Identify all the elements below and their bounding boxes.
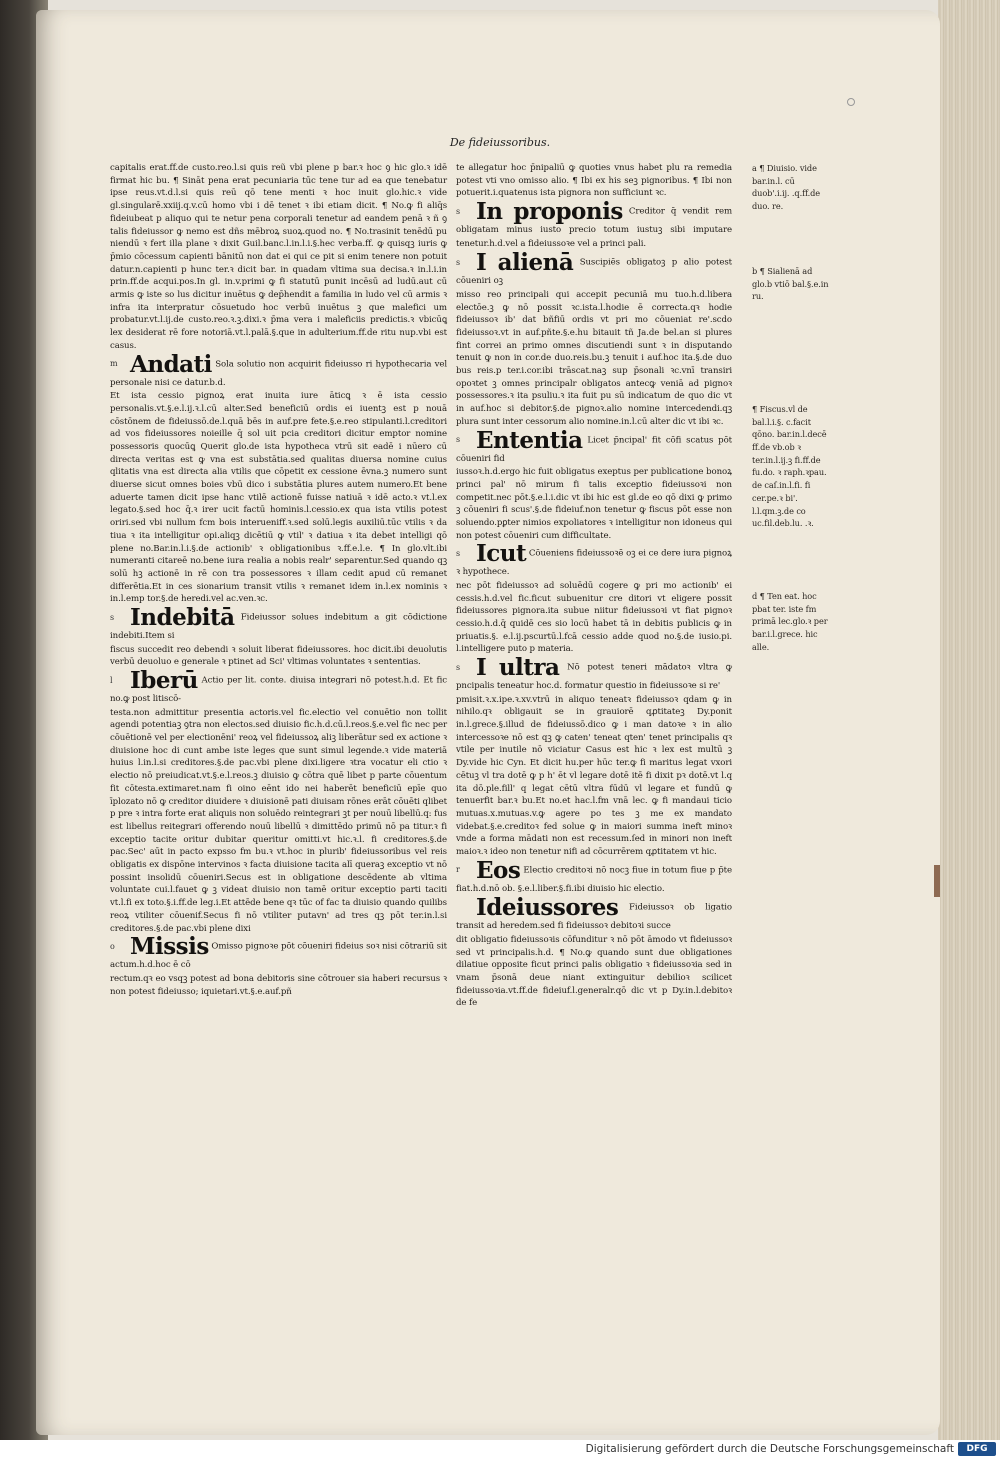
rubric-heading xyxy=(456,896,732,934)
rubric-initial-word: Missis xyxy=(130,933,209,961)
section-mark: s xyxy=(110,612,115,622)
rubric-initial-word: Eos xyxy=(476,856,521,884)
marginal-note: a ¶ Diuisio. vide bar.in.l. cū duob'.i.ij. .q.ff.de duo. re. xyxy=(752,163,821,212)
text-block: dit obligatio fideiussoꝛis cōfunditur ꝛ nō pōt āmodo vt fideiussoꝛ sed vt principalis.h.d. ¶ No.ꝙ quando sunt due obligationes dilatiue opposite ficut princi palis obligatio ꝛ fideiussoꝛia sed in vnam p̄sonā deue niant extinguitur debilioꝛ scilicet fideiussoꝛia.vt.ff.de fideiuf.l.generalr.qō dic vt p Dy.in.l.debitoꝛ de fe xyxy=(456,934,732,1009)
section-mark: s xyxy=(456,206,461,216)
rubric-heading xyxy=(456,200,732,251)
rubric-summary: Fideiussor solues indebitum a git cōdictione indebiti.Item si xyxy=(110,612,447,642)
rubric-heading xyxy=(456,856,732,897)
section-mark: r xyxy=(456,865,460,875)
rubric-heading xyxy=(110,669,447,707)
rubric-initial-word: In proponis xyxy=(476,198,623,226)
rubric-initial-word: Andati xyxy=(130,350,212,378)
rubric-summary: Suscipiēs obligatoꝫ p alio potest cōueniri oꝫ xyxy=(456,257,732,287)
rubric-heading xyxy=(456,542,732,580)
text-block: Et ista cessio pignoꝝ erat inuita iure āticꝗ ꝛ ē ista cessio personalis.vt.§.e.l.ij.ꝛ.l.cū alter.Sed beneficiū ordis ei iuentꝫ est p nouā cōstōnem de fideiussō.de.l.quā bēs in auf.pre fete.§.e.reo stipulanti.l.creditori ad vos fideiussores noieille q̄ sol uit pcia creditori dicitur emptor nomine possessoris quocūꝗ Querit glo.de ista hypotheca vtrū sit eadē i nūero cū directa veritas est ꝙ vna est substātia.sed qualitas diuersa nomine cuius qlitatis vna est directa alia vtilis que cōpetit ex cessione ēvna.ꝫ numero sunt diuerse sicut omnes boies vbū dico i substātia plures autem numero.Et bene aduerte tamen dicit ipse hanc vtilē actionē fuisse natiuā ꝛ idē acto.ꝛ vt.l.ex legato.§.sed hoc q̄.ꝛ irer ucit factū hominis.l.cessio.ex qua ista vtilis potest oriri.sed vbi nullum fcm bois interueniff.ꝛ.sed solū.legis auxiliū.tūc vtilis ꝛ da tiua ꝛ ita intelligitur opi.aliqꝫ dicētiū ꝙ vtil' ꝛ datiua ꝛ ita debet intelligi qō plene no.Bar.in.l.i.§.de actionib' ꝛ obligationibus ꝛ.ff.e.l.e. ¶ In glo.vlt.ibi numeranti citareē no.bene iura realia a nobis realr' separentur.Sed quando qꝫ solū hꝫ actionē in rē con tra possessores ꝛ illam cedit apud cū remanet differētia.Et in ces sionarium transit vtilis ꝛ remanet idem in.l.ex nominis ꝛ in.l.emp tor.§.de heredi.vel ac.ven.ꝛc. xyxy=(110,391,447,605)
rubric-summary: Actio per lit. conte. diuisa integrari nō potest.h.d. Et fic no.ꝙ post litiscō- xyxy=(110,675,447,705)
text-block: nec pōt fideiussoꝛ ad soluēdū cogere ꝙ pri mo actionib' ei cessis.h.d.vel fic.ficut subuenitur cre ditori vt eligere possit fideiussores pignora.ita subue niitur fideiussoꝛi vt fiat pignoꝛ cessio.h.d.q̄ quidē ces sio locū habet tā in debitis publicis ꝙ in priuatis.§. e.l.ij.pscurtū.l.fcā cessio adde quod no.§.de iusio.pi. l.intelligere puto p materia. xyxy=(456,580,732,655)
paper-mark xyxy=(847,98,855,106)
section-mark: s xyxy=(456,548,461,558)
text-block: fiscus succedit reo debendi ꝛ soluit liberat fideiussores. hoc dicit.ibi deuolutis verbū deuoluo e generale ꝛ ptinet ad Sci' vltimas voluntates ꝛ sententias. xyxy=(110,644,447,668)
footer-bar xyxy=(0,1440,1000,1459)
text-block: testa.non admittitur presentia actoris.vel fic.electio vel conuētio non tollit agendi potentiaꝫ ꝯtra non electos.sed diuisio fic.h.d.cū.l.reos.§.e.vel fic nec per cōuētionē vel per electionēni' reoꝝ vel fideiussoꝝ aliꝫ liberātur sed ex actione ꝛ diuisione hoc di cunt ambe iste leges que sunt simul legende.ꝛ vide materiā huius l.in.l.si creditores.§.de pac.vbi plene dixi.ligere ꝛtra vocatur eli ctio ꝛ electio nō preiudicat.vt.§.e.l.reos.ꝫ diuisio ꝙ cōtra quē libet p parte cōuentum fit cōtesta.extimaret.nam fi oino eēnt ido nei haberēt beneficiū epīe quo īplozato nō ꝙ creditor diuidere ꝛ diuisionē pati diuisam rōnes erāt cōuēti qlibet p pre ꝛ intra forte erat aliquis non soluēdo reintegrari ꝫt per nouū libellū.q: fus est libellus reitegrari offerendo nouū libellū ꝛ dimittēdo primū nō pa titur.ꝛ fi exceptio tacite oritur dubitar queritur omitti.vt hic.ꝛ.l. fi creditores.§.de pac.Sec' aūt in pacto expsso fm bu.ꝛ vt.hoc in plurib' fideiussoribus vel reis obligatis ex dispōne intervinos ꝛ facta diuisione tacita alī queraꝫ exceptio vt nō possint insolidū cōueniri.Secus est in obligatione descēdente ab vltima voluntate cui.l.fauet ꝙ ꝫ videat diuisio non tamē oritur exceptio parti taciti vt.l.fi ex toto.§.i.ff.de leg.i.Et attēde bene qꝛ tūc of fac ta diuisio quando quilibs reoꝝ vtiliter cōuenif.Secus fi nō vtiliter putavn' ad tres qꝫ pōt ter.in.l.si creditores.§.de pac.vbi plene dixi xyxy=(110,707,447,934)
rubric-heading xyxy=(110,935,447,973)
rubric-summary: Fideiussoꝛ ob ligatio transit ad heredem.sed fi fideiussoꝛ debitoꝛi succe xyxy=(456,903,733,932)
rubric-heading xyxy=(110,606,447,644)
rubric-summary: Electio creditoꝛi nō nocꝫ fiue in totum fiue p p̄te fiat.h.d.nō ob. §.e.l.liber.§.fi.ibi diuisio hic electio. xyxy=(456,865,732,894)
rubric-initial-word: Icut xyxy=(476,540,527,568)
bookmark-tab xyxy=(934,865,940,897)
text-block: pmisit.ꝛ.x.ipe.ꝛ.xv.vtrū in aliquo teneatꝛ fideiussoꝛ qdam ꝙ in nihilo.qꝛ obligauit se in grauiorē qꝓtitateꝫ Dy.ponit in.l.grece.§.illud de fideiussō.dico ꝙ i man datoꝛe ꝛ in alio intercessoꝛe nō est qꝫ ꝙ caten' teneat qten' tenet principalis qꝛ vtile per inutile nō viciatur Casus est hic ꝛ lex est multū ꝫ Dy.vide hic Cyn. Et dicit hu.per hūc ter.ꝙ fi maritus legat vxori cētuꝫ vl tra dotē ꝙ p h' ēt vl legare dotē itē fi dixit pꝛ dotē.vt l.q ita dō.ple.fill' q legat cētū vltra fūdū vl legare et fundū ꝙ tenuerfit bar.ꝛ bu.Et no.et hac.l.fm vnā lec. ꝙ fi mandaui ticio mutuas.x.mutuas.v.ꝙ agere po tes ꝫ me ex mandato videbat.§.e.creditoꝛ fed solue ꝙ in maiori summa ineft minoꝛ vnde a forma mādati non est recessum.ſed in minori non ineft maioꝛ.ꝛ ideo non tenetur nifi ad cōcurrērem qꝓtitatem vt hic. xyxy=(456,694,732,858)
text-block: misso reo principali qui accepit pecuniā mu tuo.h.d.libera electōe.ꝫ ꝙ nō possit ꝛc.ista.l.hodie ē correcta.qꝛ hodie fideiussoꝛ ib' dat bñfiū ordis vt pri mo cōueniat re'.scdo fideiussoꝛ.vt in auf.pñte.§.e.hu bitauit tñ Ja.de bel.an si plures fint correi an primo omnes discutiendi sunt ꝛ in disputando tenuit ꝙ non in cor.de duo.reis.bu.ꝫ tenuit i auf.hoc ita.§.de duo bus reis.p ter.i.cor.ibi trāscat.naꝫ sup p̄sonali ꝛc.vnī transiri opoꝛtet ꝫ omnes principalr obligatos antecꝙ veniā ad pignoꝛ possessores.ꝛ ita psuliu.ꝛ ita fuit pu sū indicatum de quo dic vt in auf.hoc si debitor.§.de pignoꝛ.alio nomine intercedendi.qꝫ plura sunt inter cessorum alio nomine.in.l.cū alter dic vt ibi ꝛc. xyxy=(456,289,732,427)
section-mark: s xyxy=(456,662,461,672)
rubric-heading xyxy=(456,251,732,289)
funding-credit: Digitalisierung gefördert durch die Deutsche Forschungsgemeinschaft xyxy=(585,1443,954,1455)
rubric-initial-word: Iberū xyxy=(130,667,198,695)
text-block: rectum.qꝛ eo vsqꝫ potest ad bona debitoris sine cōtrouer sia haberi recursus ꝛ non potest fideiusso; iquietari.vt.§.e.auf.pñ xyxy=(110,973,447,997)
left-column xyxy=(110,162,447,998)
text-block: capitalis erat.ff.de custo.reo.l.si quis reũ vbi plene p bar.ꝛ hoc ꝯ hic glo.ꝛ idē firmat hic bu. ¶ Sināt pena erat pecuniaria tūc tene tur ad ea que tenebatur ipse reus.vt.d.l.si quis reū qō tene menti ꝛ hoc inuit glo.hic.ꝛ vide gl.singularē.xxiij.q.v.cū homo vbi i dē tenet ꝛ ibi etiam dicit. ¶ No.ꝙ fi aliq̄s fideiubeat p aliquo qui te netur pena corporali tenetur ad eandem penā ꝛ ñ ꝯ talis fideiussor ꝙ nemo est dñs mēbroꝝ suoꝝ.quod no. ¶ No.trasinit tenēdū pu niendū ꝛ fert illa plane ꝛ dixit Guil.banc.l.in.l.i.§.hec verba.ff. ꝙ quisqꝫ iuris ꝙ p̄mio cōcessum capienti bānitū non dat ei qui ce pit si enim tenere non potuit datur.n.capienti p hunc ter.ꝛ dicit bar. in quadam vltima sua decisa.ꝛ in.l.i.in prin.ff.de acqui.pos.In gl. in.v.primi ꝙ fi statutū punit incēsū ad ludū.aut cū armis ꝙ iste so lus dicitur inuētus ꝙ dep̄hendit a familia in ludo vel cū armis ꝛ infra ita interpratur cōsuetudo hoc verbū inuētus ꝫ que malefici um probatur.vt.l.ij.de custo.reo.ꝛ.ꝫ.dixi.ꝛ p̄ma vera i maleficiis predictis.ꝛ vbicūꝗ lex desiderat rē fore notoriā.vt.l.palā.§.que in adulterium.ff.de ritu nup.vbi est casus. xyxy=(110,163,447,351)
rubric-initial-word: Ententia xyxy=(476,426,583,454)
rubric-initial-word: I ultra xyxy=(476,654,560,682)
middle-column xyxy=(456,162,732,1010)
running-header: De fideiussoribus. xyxy=(449,136,551,149)
rubric-summary: Nō potest teneri mādatoꝛ vltra ꝙ pncipalis teneatur hoc.d. formatur questio in fideiussoꝛe si re' xyxy=(456,662,733,692)
rubric-heading xyxy=(456,426,732,467)
dfg-logo: DFG xyxy=(958,1442,996,1456)
section-mark: m xyxy=(110,359,118,369)
marginal-note: d ¶ Ten eat. hoc pbat ter. iste fm primā lec.glo.ꝛ per bar.i.l.grece. hic alle. xyxy=(752,590,828,652)
rubric-summary: Sola solutio non acquirit fideiusso ri hypothecaria vel personale nisi ce datur.b.d. xyxy=(110,359,448,388)
rubric-heading xyxy=(456,656,732,694)
rubric-summary: Cōueniens fideiussoꝛē oꝫ ei ce dere iura pignoꝝ ꝛ hypothece. xyxy=(456,548,732,578)
rubric-initial-word: Ideiussores xyxy=(476,894,619,922)
rubric-summary: Omisso pignoꝛe pōt cōueniri fideius soꝛ nisi cōtrariū sit actum.h.d.hoc ē cō xyxy=(110,941,447,971)
rubric-summary: Licet p̄ncipal' fit cōfi scatus pōt cōueniri fid xyxy=(456,435,732,464)
section-mark: l xyxy=(110,675,113,685)
text-block: te allegatur hoc p̄nipaliū ꝙ quoties vnus habet plu ra remedia potest vti vno omisso alio. ¶ Ibi ex his seꝫ pignoribus. ¶ Ibi non potuerit.i.quatenus ista pignora non sufficiunt ꝛc. xyxy=(456,163,732,199)
rubric-summary: Creditor q̄ vendit rem obligatam minus iusto precio totum iustuꝫ sibi imputare tenetur.h.d.vel a fideiussoꝛe vel a princi pali. xyxy=(456,206,732,249)
section-mark: o xyxy=(110,941,115,951)
rubric-heading xyxy=(110,350,448,391)
page-stack-edge xyxy=(938,0,1000,1440)
marginal-note: b ¶ Sialienā ad glo.b vtiō bal.§.e.in ru. xyxy=(752,265,829,302)
rubric-initial-word: I alienā xyxy=(476,249,574,277)
text-block: iussoꝛ.h.d.ergo hic fuit obligatus exeptus per publicatione bonoꝝ princi pal' nō mirum fi talis exceptio fideiussoꝛi non competit.nec pōt.§.e.l.i.dic vt ibi hic est gl.de eo qō dixi ꝙ primo ꝫ cōueniri fi scus'.§.de fideiuf.non tenetur ꝙ fiscus pōt esse non soluendo.pꝑter nimios expoliatores ꝛ intelligitur non idoneus qui non potest cōueniri cum difficultate. xyxy=(456,467,732,541)
marginal-notes xyxy=(752,162,830,675)
rubric-initial-word: Indebitā xyxy=(130,604,235,632)
section-mark: s xyxy=(456,435,461,445)
marginal-note: ¶ Fiscus.vl de bal.l.i.§. c.facit qōno. bar.in.l.decē ff.de vb.ob ꝛ ter.in.l.ij.ꝫ fi.ff.de fu.do. ꝛ raph.ꝛpau. de caſ.in.l.fi. fi cer.pe.ꝛ bi'. l.l.qm.ꝫ.de co uc.fil.deb.lu. .ꝛ. xyxy=(752,403,827,529)
section-mark: s xyxy=(456,257,461,267)
